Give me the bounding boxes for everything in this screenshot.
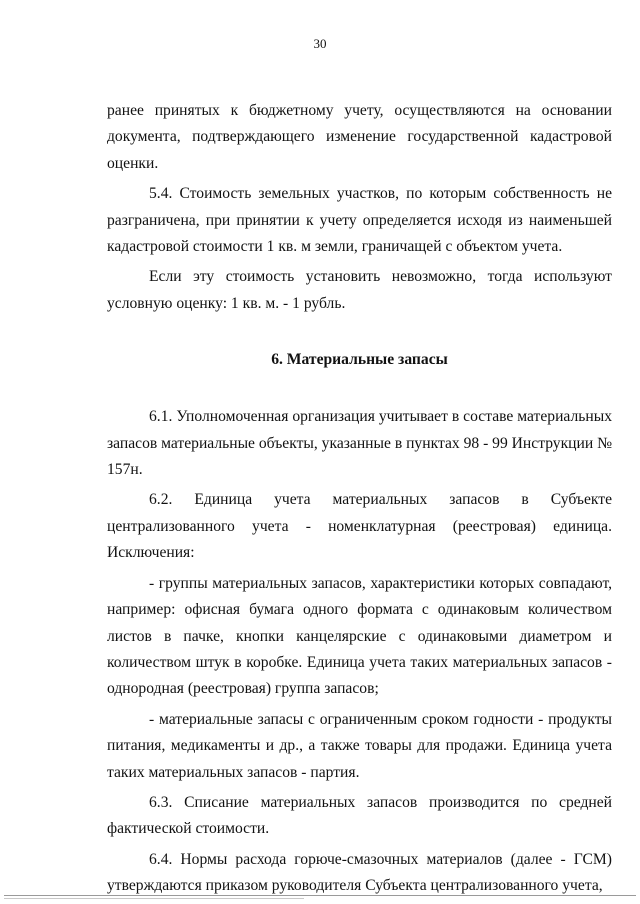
section-heading: 6. Материальные запасы [271, 351, 448, 369]
paragraph: ранее принятых к бюджетному учету, осуществляются на основании документа, подтверждающего изменение государственной кадастровой оценки. [107, 102, 612, 172]
paragraph: Если эту стоимость установить невозможно, тогда используют условную оценку: 1 кв. м. - 1 рубль. [107, 268, 612, 312]
paragraph: 5.4. Стоимость земельных участков, по которым собственность не разграничена, при принятии к учету определяется исходя из наименьшей кадастровой стоимости 1 кв. м земли, граничащей с объектом учета. [107, 185, 612, 256]
page-number: 30 [313, 36, 327, 51]
footer-rule-secondary [4, 898, 304, 899]
paragraph: 6.2. Единица учета материальных запасов в Субъекте централизованного учета - номенклатурная (реестровая) единица. Исключения: [107, 491, 612, 562]
paragraph: 6.3. Списание материальных запасов производится по средней фактической стоимости. [107, 793, 612, 838]
paragraph: 6.1. Уполномоченная организация учитывает в составе материальных запасов материальные объекты, указанные в пунктах 98 - 99 Инструкции № 157н. [107, 408, 612, 479]
footer-rule [4, 895, 636, 896]
paragraphs-after [107, 404, 612, 899]
document-body [107, 98, 612, 904]
paragraph: - материальные запасы с ограниченным сроком годности - продукты питания, медикаменты и др., а также товары для продажи. Единица учета таких материальных запасов - партия. [107, 710, 612, 781]
paragraph: - группы материальных запасов, характеристики которых совпадают, например: офисная бумага одного формата с одинаковым количеством листов в пачке, кнопки канцелярские с одинаковыми диаметром и количеством штук в коробке. Единица учета таких материальных запасов - однородная (реестровая) группа запасов; [107, 574, 612, 698]
paragraphs-before [107, 98, 612, 317]
paragraph: 6.4. Нормы расхода горюче-смазочных материалов (далее - ГСМ) утверждаются приказом руководителя Субъекта централизованного учета, [107, 850, 612, 895]
